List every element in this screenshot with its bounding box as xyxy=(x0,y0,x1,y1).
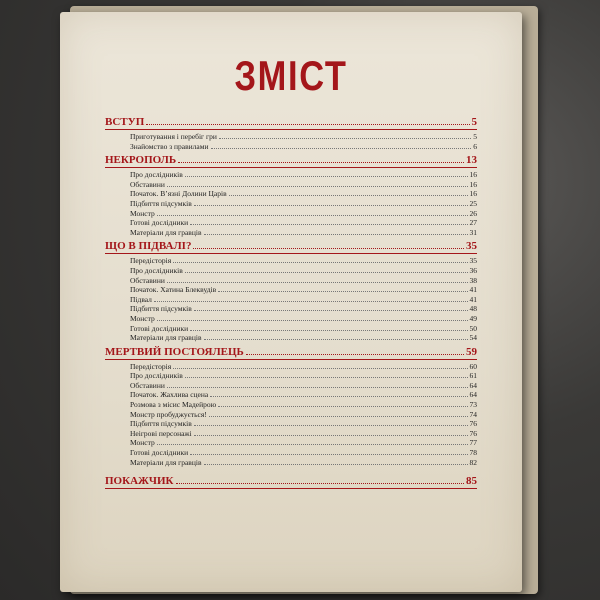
dot-leader xyxy=(167,387,468,388)
toc-entry[interactable] xyxy=(105,142,477,152)
toc-entry-page-number: 27 xyxy=(469,218,477,228)
toc-section-heading-page-number: 35 xyxy=(466,240,477,253)
toc-entry[interactable] xyxy=(105,199,477,209)
toc-entry[interactable] xyxy=(105,285,477,295)
toc-section-heading-label: ВСТУП xyxy=(105,116,145,128)
dot-leader xyxy=(185,377,468,378)
dot-leader xyxy=(193,248,464,249)
toc-entry[interactable] xyxy=(105,209,477,219)
toc-entry[interactable] xyxy=(105,458,477,468)
dot-leader xyxy=(210,396,467,397)
dot-leader xyxy=(194,435,468,436)
toc-section-heading-page-number: 13 xyxy=(466,154,477,167)
toc-entry[interactable] xyxy=(105,448,477,458)
toc-entry-page-number: 48 xyxy=(469,304,477,314)
toc-entry-page-number: 50 xyxy=(469,323,477,333)
toc-entry-page-number: 6 xyxy=(473,141,477,151)
book-page xyxy=(60,12,522,592)
toc-entry-page-number: 60 xyxy=(469,361,477,371)
toc-entry-page-number: 31 xyxy=(469,227,477,237)
toc-entry[interactable] xyxy=(105,276,477,286)
dot-leader xyxy=(194,310,468,311)
toc-entry-page-number: 76 xyxy=(469,428,477,438)
toc-entry-page-number: 61 xyxy=(469,371,477,381)
toc-section-heading-label: НЕКРОПОЛЬ xyxy=(105,154,177,167)
toc-entry-label: Передісторія xyxy=(130,361,172,371)
toc-entry-page-number: 54 xyxy=(469,333,477,343)
toc-entry[interactable] xyxy=(105,324,477,334)
dot-leader xyxy=(194,205,468,206)
toc-entry[interactable] xyxy=(105,400,477,410)
toc-entry[interactable] xyxy=(105,429,477,439)
toc-entry-label: Знайомство з правилами xyxy=(130,141,209,151)
toc-entry-label: Обставини xyxy=(130,275,165,285)
toc-entry[interactable] xyxy=(105,419,477,429)
toc-entry[interactable] xyxy=(105,314,477,324)
dot-leader xyxy=(229,195,468,196)
toc-entry-page-number: 16 xyxy=(469,170,477,180)
toc-section xyxy=(105,154,477,237)
dot-leader xyxy=(218,291,467,292)
toc-entry[interactable] xyxy=(105,256,477,266)
toc-entry-label: Приготування і перебіг гри xyxy=(130,132,217,141)
toc-entry-page-number: 49 xyxy=(469,313,477,323)
dot-leader xyxy=(157,215,468,216)
toc-entry-label: Про дослідників xyxy=(130,265,183,275)
toc-entry[interactable] xyxy=(105,180,477,190)
toc-entry-page-number: 82 xyxy=(469,457,477,467)
toc-entry[interactable] xyxy=(105,170,477,180)
toc-entry[interactable] xyxy=(105,438,477,448)
toc-entry-page-number: 41 xyxy=(469,285,477,295)
toc-entry-page-number: 35 xyxy=(469,256,477,266)
toc-entry-label: Обставини xyxy=(130,179,165,189)
toc-section-heading-label: ЩО В ПІДВАЛІ? xyxy=(105,240,192,253)
toc-entry-page-number: 41 xyxy=(469,294,477,304)
page-title: ЗМІСТ xyxy=(234,52,348,99)
toc-section-heading-label: МЕРТВИЙ ПОСТОЯЛЕЦЬ xyxy=(105,345,244,358)
toc-entry[interactable] xyxy=(105,132,477,142)
dot-leader xyxy=(173,262,467,263)
dot-leader xyxy=(185,272,468,273)
toc-entry[interactable] xyxy=(105,362,477,372)
toc-entry-label: Початок. Жахлива сцена xyxy=(130,390,209,400)
toc-entry-page-number: 38 xyxy=(469,275,477,285)
toc-entry-page-number: 25 xyxy=(469,198,477,208)
toc-entry-label: Матеріали для гравців xyxy=(130,227,202,237)
table-of-contents xyxy=(105,116,477,492)
toc-section xyxy=(105,240,477,342)
dot-leader xyxy=(154,301,468,302)
dot-leader xyxy=(173,368,467,369)
toc-entry-label: Обставини xyxy=(130,380,165,390)
toc-section xyxy=(105,346,477,468)
toc-entry-label: Монстр xyxy=(130,208,155,218)
toc-entry[interactable] xyxy=(105,218,477,228)
dot-leader xyxy=(204,464,468,465)
toc-entry[interactable] xyxy=(105,295,477,305)
toc-entry-label: Готові дослідники xyxy=(130,323,189,333)
toc-entry-label: Монстр пробуджується! xyxy=(130,409,207,419)
dot-leader xyxy=(218,406,467,407)
dot-leader xyxy=(185,176,468,177)
dot-leader xyxy=(204,234,468,235)
toc-entry-label: Про дослідників xyxy=(130,371,183,381)
dot-leader xyxy=(167,282,468,283)
toc-entry[interactable] xyxy=(105,266,477,276)
dot-leader xyxy=(246,354,464,355)
toc-section-heading-label: ПОКАЖЧИК xyxy=(105,475,174,488)
toc-entry[interactable] xyxy=(105,381,477,391)
toc-entry-page-number: 16 xyxy=(469,189,477,199)
toc-section-heading[interactable] xyxy=(105,240,477,254)
toc-entry-label: Початок. В’язні Долини Царів xyxy=(130,189,227,199)
dot-leader xyxy=(190,454,467,455)
toc-section-index xyxy=(105,475,477,489)
dot-leader xyxy=(190,224,467,225)
dot-leader xyxy=(194,425,468,426)
toc-section xyxy=(105,116,477,151)
toc-entry-page-number: 16 xyxy=(469,179,477,189)
dot-leader xyxy=(157,320,468,321)
dot-leader xyxy=(178,162,464,163)
toc-section-heading[interactable] xyxy=(105,154,477,168)
toc-entry-label: Про дослідників xyxy=(130,170,183,180)
toc-entry[interactable] xyxy=(105,390,477,400)
toc-entry-label: Матеріали для гравців xyxy=(130,333,202,343)
toc-entry-label: Монстр xyxy=(130,438,155,448)
toc-entry[interactable] xyxy=(105,189,477,199)
toc-entry-page-number: 26 xyxy=(469,208,477,218)
toc-entry[interactable] xyxy=(105,371,477,381)
toc-entry-label: Передісторія xyxy=(130,256,172,266)
toc-entry[interactable] xyxy=(105,304,477,314)
toc-entry-label: Неігрові персонажі xyxy=(130,428,192,438)
toc-entry-label: Підбиття підсумків xyxy=(130,419,192,429)
dot-leader xyxy=(167,186,468,187)
toc-entry-page-number: 78 xyxy=(469,448,477,458)
dot-leader xyxy=(204,339,468,340)
toc-entry-label: Монстр xyxy=(130,313,155,323)
toc-entry-label: Готові дослідники xyxy=(130,218,189,228)
toc-section-heading[interactable] xyxy=(105,346,477,360)
toc-entry-page-number: 64 xyxy=(469,380,477,390)
toc-entry-label: Підбиття підсумків xyxy=(130,304,192,314)
toc-entry[interactable] xyxy=(105,410,477,420)
dot-leader xyxy=(146,124,469,125)
toc-section-heading-page-number: 5 xyxy=(471,116,477,128)
toc-entry[interactable] xyxy=(105,333,477,343)
toc-entry-page-number: 76 xyxy=(469,419,477,429)
dot-leader xyxy=(190,330,467,331)
dot-leader xyxy=(211,148,472,149)
dot-leader xyxy=(157,444,468,445)
toc-entry-page-number: 73 xyxy=(469,400,477,410)
toc-entry-label: Початок. Хатина Блеквудів xyxy=(130,285,217,295)
toc-entry[interactable] xyxy=(105,228,477,238)
toc-entry-label: Підбиття підсумків xyxy=(130,198,192,208)
toc-entry-page-number: 77 xyxy=(469,438,477,448)
toc-entry-label: Готові дослідники xyxy=(130,448,189,458)
toc-entry-label: Підвал xyxy=(130,294,152,304)
toc-section-heading[interactable] xyxy=(105,475,477,489)
dot-leader xyxy=(219,138,471,139)
toc-entry-page-number: 36 xyxy=(469,265,477,275)
toc-entry-page-number: 74 xyxy=(469,409,477,419)
toc-section-heading-page-number: 85 xyxy=(466,475,477,488)
toc-section-heading[interactable] xyxy=(105,116,477,130)
dot-leader xyxy=(176,483,464,484)
toc-entry-label: Матеріали для гравців xyxy=(130,457,202,467)
toc-entry-page-number: 5 xyxy=(473,132,477,141)
dot-leader xyxy=(209,416,468,417)
toc-entry-label: Розмова з місис Мадейрою xyxy=(130,400,217,410)
toc-section-heading-page-number: 59 xyxy=(466,345,477,358)
toc-entry-page-number: 64 xyxy=(469,390,477,400)
